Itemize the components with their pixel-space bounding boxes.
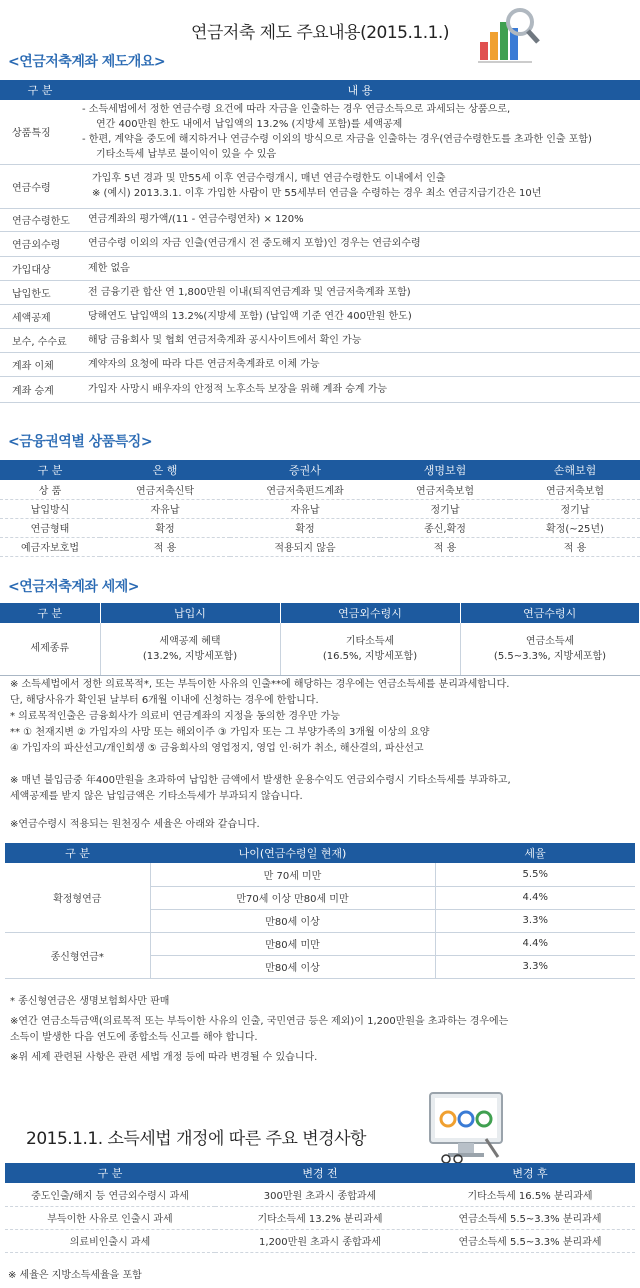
table-cell: 적 용 bbox=[100, 537, 230, 556]
table-cell: 만 70세 미만 bbox=[150, 863, 435, 886]
changes-table bbox=[5, 1163, 635, 1253]
table-cell: 만80세 이상 bbox=[150, 955, 435, 978]
overview-table bbox=[0, 80, 640, 403]
row-label: 상품특징 bbox=[0, 100, 80, 164]
table-cell: 만80세 미만 bbox=[150, 932, 435, 955]
cell-line: 세액공제 혜택 bbox=[159, 635, 221, 647]
table-row bbox=[0, 231, 640, 256]
tax-table bbox=[0, 603, 640, 676]
cell-line: 당해연도 납입액의 13.2%(지방세 포함) (납입액 기준 연간 400만원 한도) bbox=[80, 304, 640, 328]
table-row bbox=[0, 280, 640, 304]
section-title-overview: <연금저축계좌 제도개요> bbox=[8, 54, 166, 70]
table-row bbox=[0, 376, 640, 402]
cell-line: 해당 금융회사 및 협회 연금저축계좌 공시사이트에서 확인 가능 bbox=[80, 328, 640, 352]
table-row bbox=[0, 164, 640, 208]
table-cell: 3.3% bbox=[435, 909, 635, 932]
row-label: 납입한도 bbox=[0, 280, 80, 304]
table-row bbox=[0, 208, 640, 231]
sector-table bbox=[0, 460, 640, 557]
table-cell: 300만원 초과시 종합과세 bbox=[215, 1183, 425, 1206]
cell-line: 가입자 사망시 배우자의 안정적 노후소득 보장을 위해 계좌 승계 가능 bbox=[80, 376, 640, 402]
table-row bbox=[0, 304, 640, 328]
table-cell: 확정(~25년) bbox=[510, 518, 640, 537]
row-label: 계좌 이체 bbox=[0, 352, 80, 376]
table-row bbox=[5, 1229, 635, 1252]
cell-line: 전 금융기관 합산 연 1,800만원 이내(퇴직연금계좌 및 연금저축계좌 포함) bbox=[80, 280, 640, 304]
table-header: 연금외수령시 bbox=[280, 603, 460, 623]
table-cell: 자유납 bbox=[230, 499, 380, 518]
page-title: 연금저축 제도 주요내용(2015.1.1.) bbox=[191, 23, 449, 43]
cell-line: - 소득세법에서 정한 연금수령 요건에 따라 자금을 인출하는 경우 연금소득으로 과세되는 상품으로, bbox=[82, 103, 511, 115]
table-header: 증권사 bbox=[230, 460, 380, 480]
cell-line: 계약자의 요청에 따라 다른 연금저축계좌로 이체 가능 bbox=[80, 352, 640, 376]
table-cell: 연금저축보험 bbox=[510, 480, 640, 499]
table-cell: 종신,확정 bbox=[380, 518, 510, 537]
table-header: 생명보험 bbox=[380, 460, 510, 480]
note-line: 소득이 발생한 다음 연도에 종합소득 신고를 해야 합니다. bbox=[10, 1032, 258, 1043]
chart-magnifier-icon bbox=[476, 2, 542, 68]
note-line: ※ 매년 불입금중 年400만원을 초과하여 납입한 금액에서 발생한 운용수익도 연금외수령시 기타소득세를 부과하고, bbox=[10, 775, 511, 786]
table-cell: 연금소득세 5.5~3.3% 분리과세 bbox=[425, 1229, 635, 1252]
cell-line: (16.5%, 지방세포함) bbox=[322, 650, 418, 662]
table-header: 구 분 bbox=[0, 80, 80, 100]
table-cell: 만70세 이상 만80세 미만 bbox=[150, 886, 435, 909]
notes-block-3 bbox=[10, 817, 260, 833]
cell-line: (5.5~3.3%, 지방세포함) bbox=[493, 650, 607, 662]
table-header: 연금수령시 bbox=[460, 603, 640, 623]
table-cell: 연금형태 bbox=[0, 518, 100, 537]
table-row bbox=[5, 932, 635, 955]
notes-block-4 bbox=[10, 994, 508, 1066]
table-cell: 중도인출/해지 등 연금외수령시 과세 bbox=[5, 1183, 215, 1206]
rate-table bbox=[5, 843, 635, 979]
cell-line: (13.2%, 지방세포함) bbox=[142, 650, 238, 662]
table-cell: 적 용 bbox=[380, 537, 510, 556]
cell-line: ※ (예시) 2013.3.1. 이후 가입한 사람이 만 55세부터 연금을 수령하는 경우 최소 연금지급기간은 10년 bbox=[92, 188, 542, 199]
notes-block-2 bbox=[10, 773, 511, 805]
table-cell: 적 용 bbox=[510, 537, 640, 556]
table-header: 나이(연금수령일 현재) bbox=[150, 843, 435, 863]
table-row bbox=[0, 352, 640, 376]
cell-line: - 한편, 계약을 중도에 해지하거나 연금수령 이외의 방식으로 자금을 인출하는 경우(연금수령한도를 초과한 인출 포함) bbox=[82, 133, 592, 145]
row-label: 연금외수령 bbox=[0, 231, 80, 256]
note-line: * 종신형연금은 생명보험회사만 판매 bbox=[10, 996, 170, 1007]
row-label: 가입대상 bbox=[0, 256, 80, 280]
table-cell: 의료비인출시 과세 bbox=[5, 1229, 215, 1252]
table-header: 은 행 bbox=[100, 460, 230, 480]
cell-line: 연금수령 이외의 자금 인출(연금개시 전 중도해지 포함)인 경우는 연금외수령 bbox=[80, 231, 640, 256]
table-cell: 부득이한 사유로 인출시 과세 bbox=[5, 1206, 215, 1229]
table-header: 구 분 bbox=[0, 460, 100, 480]
note-line: ** ① 천재지변 ② 가입자의 사망 또는 해외이주 ③ 가입자 또는 그 부양가족의 3개월 이상의 요양 bbox=[10, 727, 430, 738]
notes-block-1 bbox=[10, 677, 509, 757]
section-title-tax: <연금저축계좌 세제> bbox=[8, 579, 140, 595]
table-cell: 확정 bbox=[100, 518, 230, 537]
table-header: 구 분 bbox=[5, 1163, 215, 1183]
note-line: * 의료목적인출은 금융회사가 의료비 연금계좌의 지정을 동의한 경우만 가능 bbox=[10, 711, 340, 722]
table-cell: 정기납 bbox=[380, 499, 510, 518]
table-cell: 확정 bbox=[230, 518, 380, 537]
note-line: ④ 가입자의 파산선고/개인회생 ⑤ 금융회사의 영업정지, 영업 인·허가 취소, 해산결의, 파산선고 bbox=[10, 743, 424, 754]
table-cell: 자유납 bbox=[100, 499, 230, 518]
table-cell: 연금저축신탁 bbox=[100, 480, 230, 499]
row-label: 세제종류 bbox=[0, 623, 100, 675]
changes-title: 2015.1.1. 소득세법 개정에 따른 주요 변경사항 bbox=[26, 1129, 366, 1149]
section-title-sector: <금융권역별 상품특징> bbox=[8, 434, 153, 450]
table-cell: 상 품 bbox=[0, 480, 100, 499]
table-cell: 만80세 이상 bbox=[150, 909, 435, 932]
table-header: 구 분 bbox=[0, 603, 100, 623]
table-cell: 정기납 bbox=[510, 499, 640, 518]
table-header: 구 분 bbox=[5, 843, 150, 863]
cell-line: 기타소득세 bbox=[345, 635, 395, 647]
table-cell: 기타소득세 13.2% 분리과세 bbox=[215, 1206, 425, 1229]
table-row bbox=[0, 537, 640, 556]
note-line: ※연간 연금소득금액(의료목적 또는 부득이한 사유의 인출, 국민연금 등은 제외)이 1,200만원을 초과하는 경우에는 bbox=[10, 1016, 509, 1027]
table-row bbox=[0, 256, 640, 280]
cell-line: 연금소득세 bbox=[525, 635, 575, 647]
row-label: 연금수령 bbox=[0, 164, 80, 208]
table-header: 변경 후 bbox=[425, 1163, 635, 1183]
group-label: 확정형연금 bbox=[5, 863, 150, 932]
table-header: 손해보험 bbox=[510, 460, 640, 480]
table-header: 납입시 bbox=[100, 603, 280, 623]
table-cell: 예금자보호법 bbox=[0, 537, 100, 556]
cell-line: 연간 400만원 한도 내에서 납입액의 13.2% (지방세 포함)를 세액공제 bbox=[96, 118, 403, 130]
cell-line: 제한 없음 bbox=[80, 256, 640, 280]
table-cell: 1,200만원 초과시 종합과세 bbox=[215, 1229, 425, 1252]
table-cell: 3.3% bbox=[435, 955, 635, 978]
table-row bbox=[5, 1183, 635, 1206]
table-cell: 적용되지 않음 bbox=[230, 537, 380, 556]
table-cell: 4.4% bbox=[435, 932, 635, 955]
table-cell: 기타소득세 16.5% 분리과세 bbox=[425, 1183, 635, 1206]
cell-line: 연금계좌의 평가액/(11 - 연금수령연차) × 120% bbox=[80, 208, 640, 231]
table-header: 세율 bbox=[435, 843, 635, 863]
table-row bbox=[0, 480, 640, 499]
group-label: 종신형연금* bbox=[5, 932, 150, 978]
table-cell: 연금저축보험 bbox=[380, 480, 510, 499]
cell-line: 가입후 5년 경과 및 만55세 이후 연금수령개시, 매년 연금수령한도 이내에서 인출 bbox=[92, 173, 446, 184]
cell-line: 기타소득세 납부로 불이익이 있을 수 있음 bbox=[96, 148, 277, 160]
note-line: ※ 소득세법에서 정한 의료목적*, 또는 부득이한 사유의 인출**에 해당하는 경우에는 연금소득세를 분리과세합니다. bbox=[10, 679, 510, 690]
table-row bbox=[0, 100, 640, 164]
table-cell: 연금소득세 5.5~3.3% 분리과세 bbox=[425, 1206, 635, 1229]
table-cell: 5.5% bbox=[435, 863, 635, 886]
table-header: 내 용 bbox=[80, 80, 640, 100]
row-label: 보수, 수수료 bbox=[0, 328, 80, 352]
row-label: 연금수령한도 bbox=[0, 208, 80, 231]
table-row bbox=[0, 518, 640, 537]
table-row bbox=[0, 499, 640, 518]
note-line: 단, 해당사유가 확인된 날부터 6개월 이내에 신청하는 경우에 한합니다. bbox=[10, 695, 319, 706]
row-label: 세액공제 bbox=[0, 304, 80, 328]
note-line: 세액공제를 받지 않은 납입금액은 기타소득세가 부과되지 않습니다. bbox=[10, 791, 303, 802]
note-line: ※연금수령시 적용되는 원천징수 세율은 아래와 같습니다. bbox=[10, 819, 260, 830]
table-cell: 납입방식 bbox=[0, 499, 100, 518]
footnote: ※ 세율은 지방소득세율을 포함 bbox=[8, 1270, 142, 1281]
table-row bbox=[0, 328, 640, 352]
row-label: 계좌 승계 bbox=[0, 376, 80, 402]
table-row bbox=[0, 623, 640, 675]
table-row bbox=[5, 863, 635, 886]
table-header: 변경 전 bbox=[215, 1163, 425, 1183]
table-row bbox=[5, 1206, 635, 1229]
table-cell: 연금저축펀드계좌 bbox=[230, 480, 380, 499]
monitor-icon bbox=[428, 1091, 504, 1165]
note-line: ※위 세제 관련된 사항은 관련 세법 개정 등에 따라 변경될 수 있습니다. bbox=[10, 1052, 318, 1063]
table-cell: 4.4% bbox=[435, 886, 635, 909]
